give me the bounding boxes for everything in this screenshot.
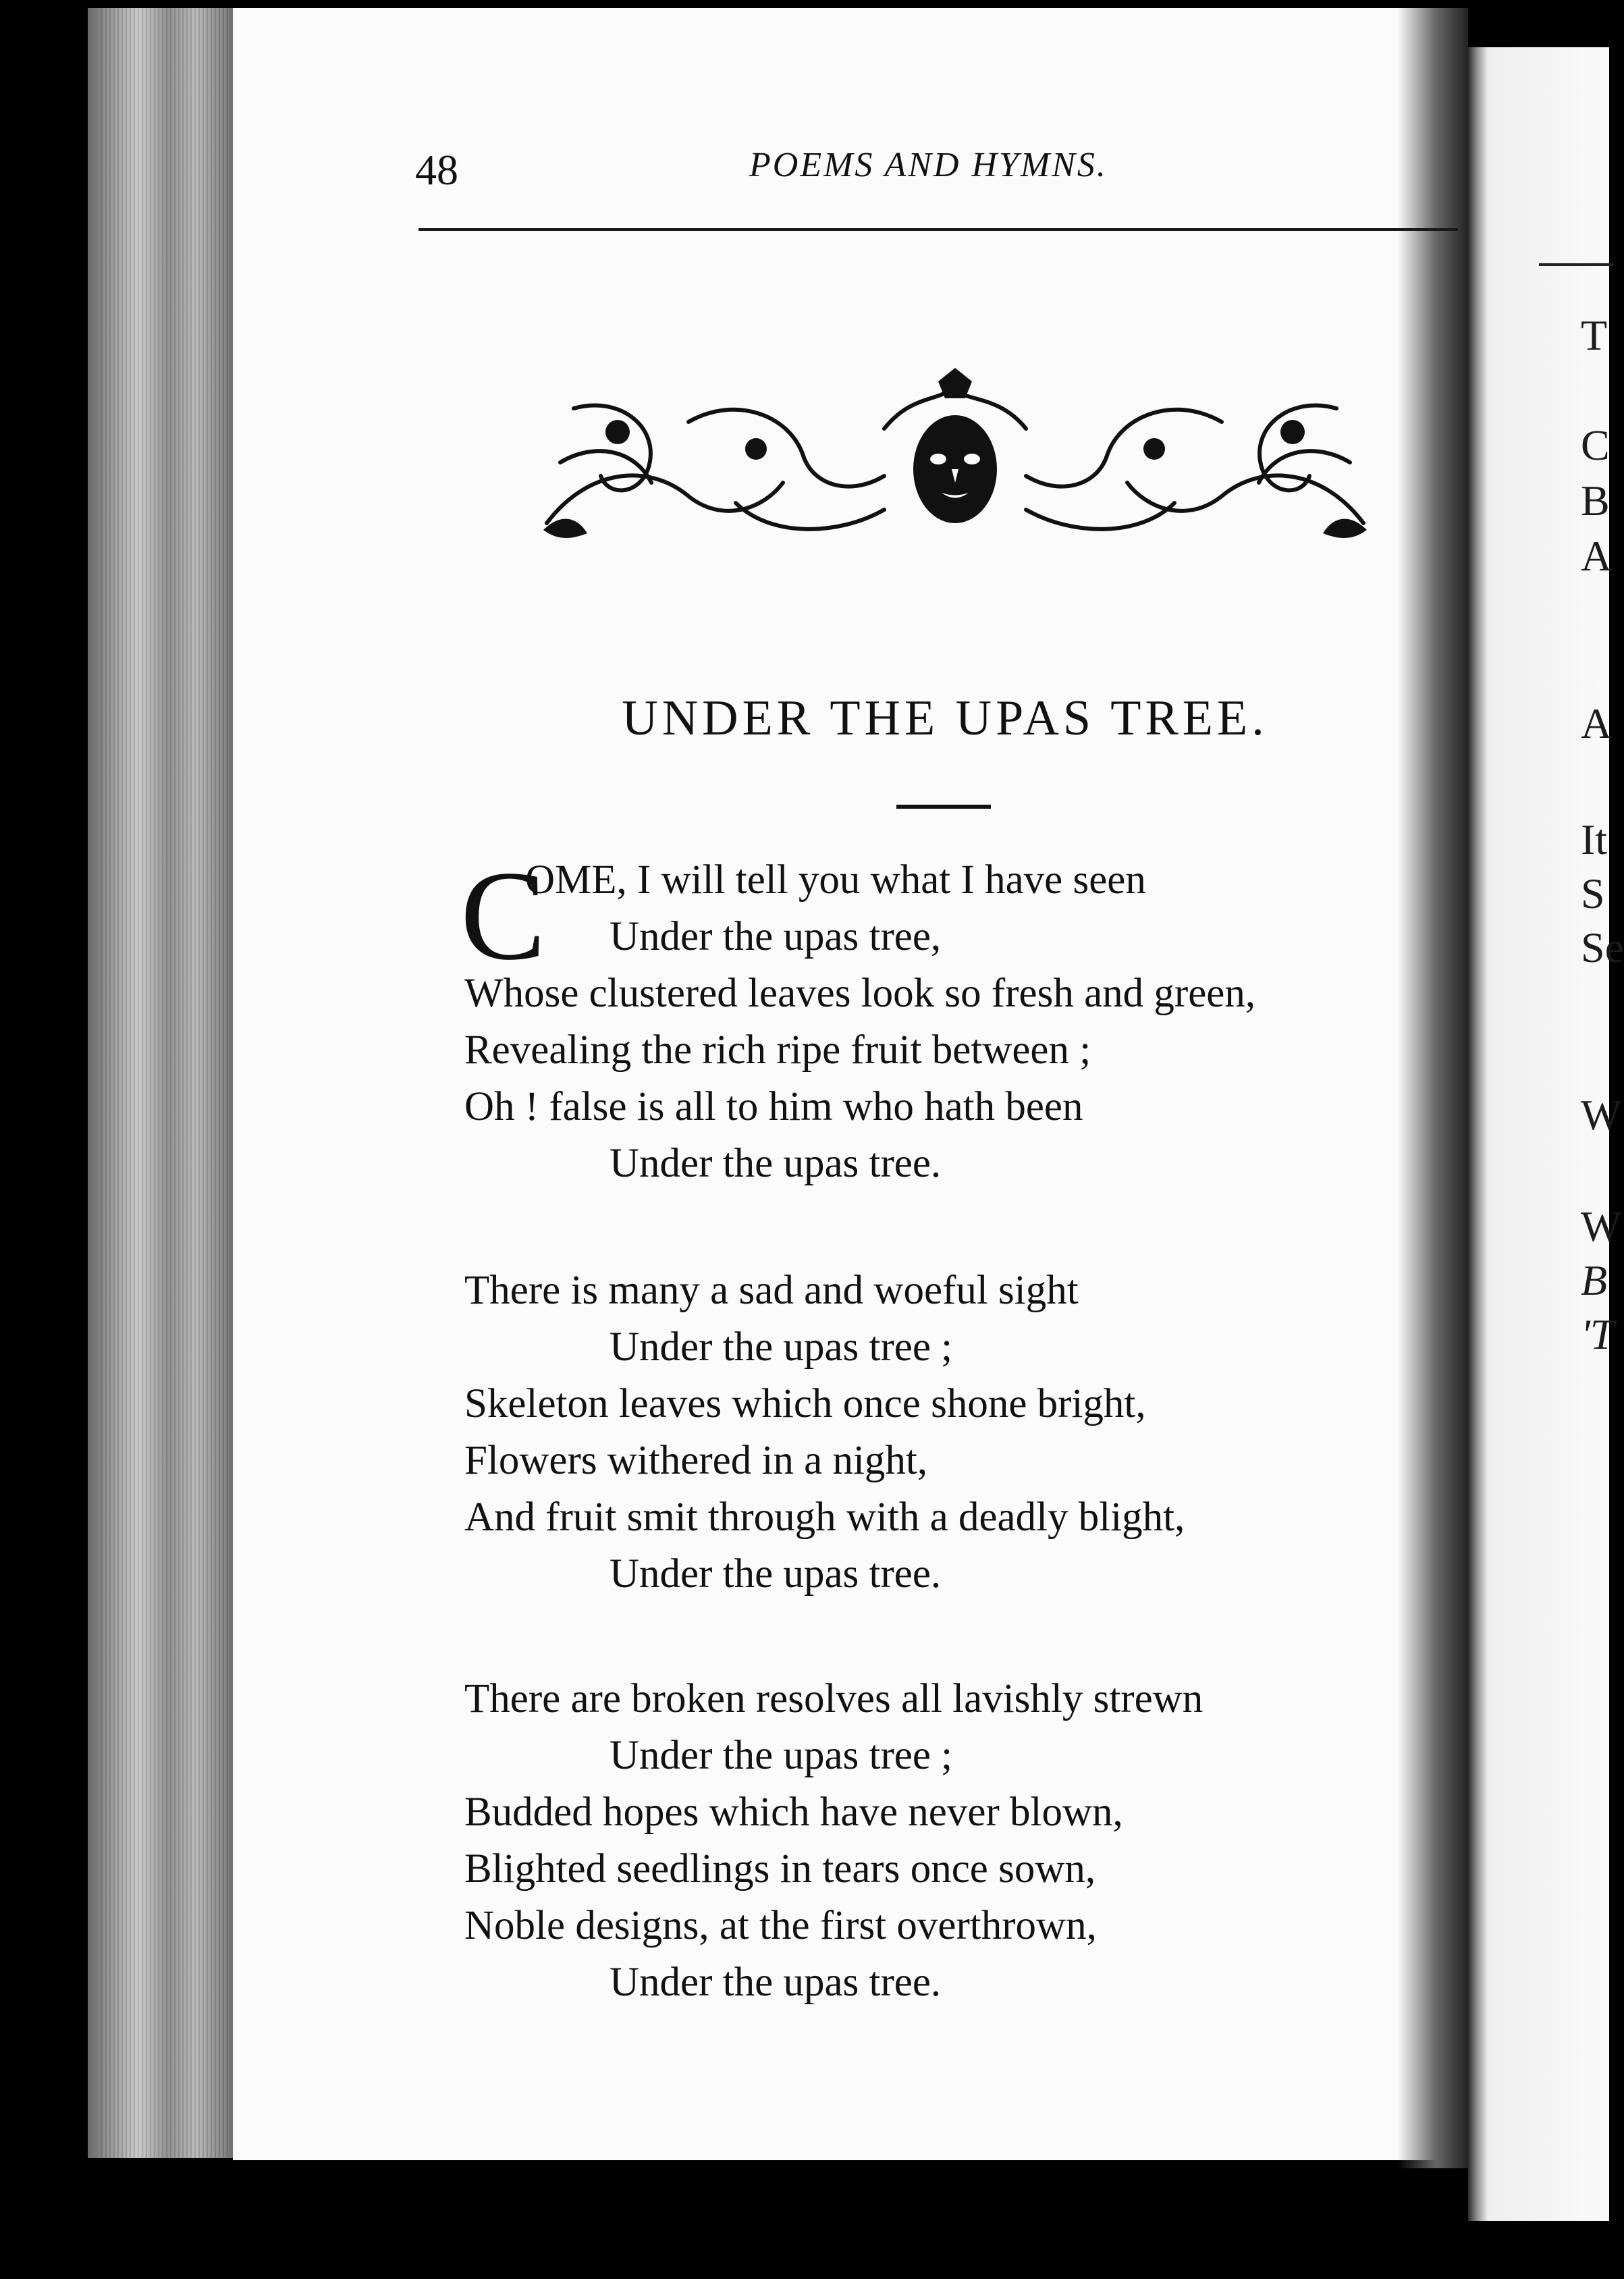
facing-page-fragment: It [1581, 815, 1608, 863]
poem-line: Under the upas tree. [610, 1141, 942, 1186]
facing-page-fragment: B [1581, 1256, 1608, 1304]
facing-page-fragment: A [1581, 699, 1613, 747]
title-rule [896, 805, 991, 809]
page-number: 48 [415, 146, 458, 194]
poem-line: OME, I will tell you what I have seen [525, 857, 1146, 903]
facing-page-fragment: T [1581, 311, 1608, 359]
poem-line: Under the upas tree. [610, 1960, 942, 2005]
poem-line: Under the upas tree, [610, 914, 942, 959]
facing-page-fragment: W [1581, 1202, 1622, 1250]
poem-line: Noble designs, at the first overthrown, [464, 1903, 1097, 1948]
facing-page-fragment: S [1581, 869, 1605, 917]
stanza-3 [464, 1671, 1203, 2011]
header-rule [418, 228, 1458, 231]
poem-line: Under the upas tree ; [610, 1324, 953, 1370]
drop-cap: C [460, 845, 546, 987]
poem-line: Skeleton leaves which once shone bright, [464, 1381, 1146, 1426]
gutter-shadow [1397, 8, 1468, 2168]
facing-page-fragment: W [1581, 1091, 1622, 1139]
poem-line: Budded hopes which have never blown, [464, 1790, 1123, 1835]
facing-page-fragment: A [1581, 532, 1613, 580]
poem-line: Under the upas tree. [610, 1551, 942, 1597]
poem-line: And fruit smit through with a deadly blight, [464, 1495, 1185, 1540]
facing-page-fragment: C [1581, 421, 1610, 469]
running-head: POEMS AND HYMNS. [749, 146, 1108, 184]
poem-line: Whose clustered leaves look so fresh and green, [464, 971, 1256, 1016]
poem-line: Oh ! false is all to him who hath been [464, 1084, 1083, 1129]
poem-title: UNDER THE UPAS TREE. [622, 691, 1268, 746]
poem-line: Under the upas tree ; [610, 1733, 953, 1778]
stanza-2 [464, 1262, 1185, 1603]
stanza-1 [464, 852, 1255, 1192]
foliate-mask-headpiece-icon [533, 368, 1377, 550]
facing-page-fragment: 'T [1581, 1310, 1615, 1358]
poem-line: There are broken resolves all lavishly strewn [464, 1676, 1203, 1721]
facing-page-fragment: Se [1581, 923, 1624, 971]
poem-line: There is many a sad and woeful sight [464, 1268, 1079, 1313]
poem-line: Flowers withered in a night, [464, 1438, 928, 1483]
poem-line: Revealing the rich ripe fruit between ; [464, 1027, 1091, 1073]
facing-page-fragment: B [1581, 477, 1610, 525]
poem-line: Blighted seedlings in tears once sown, [464, 1846, 1096, 1892]
page-edge-texture [101, 8, 229, 2158]
facing-page-rule [1539, 263, 1613, 266]
